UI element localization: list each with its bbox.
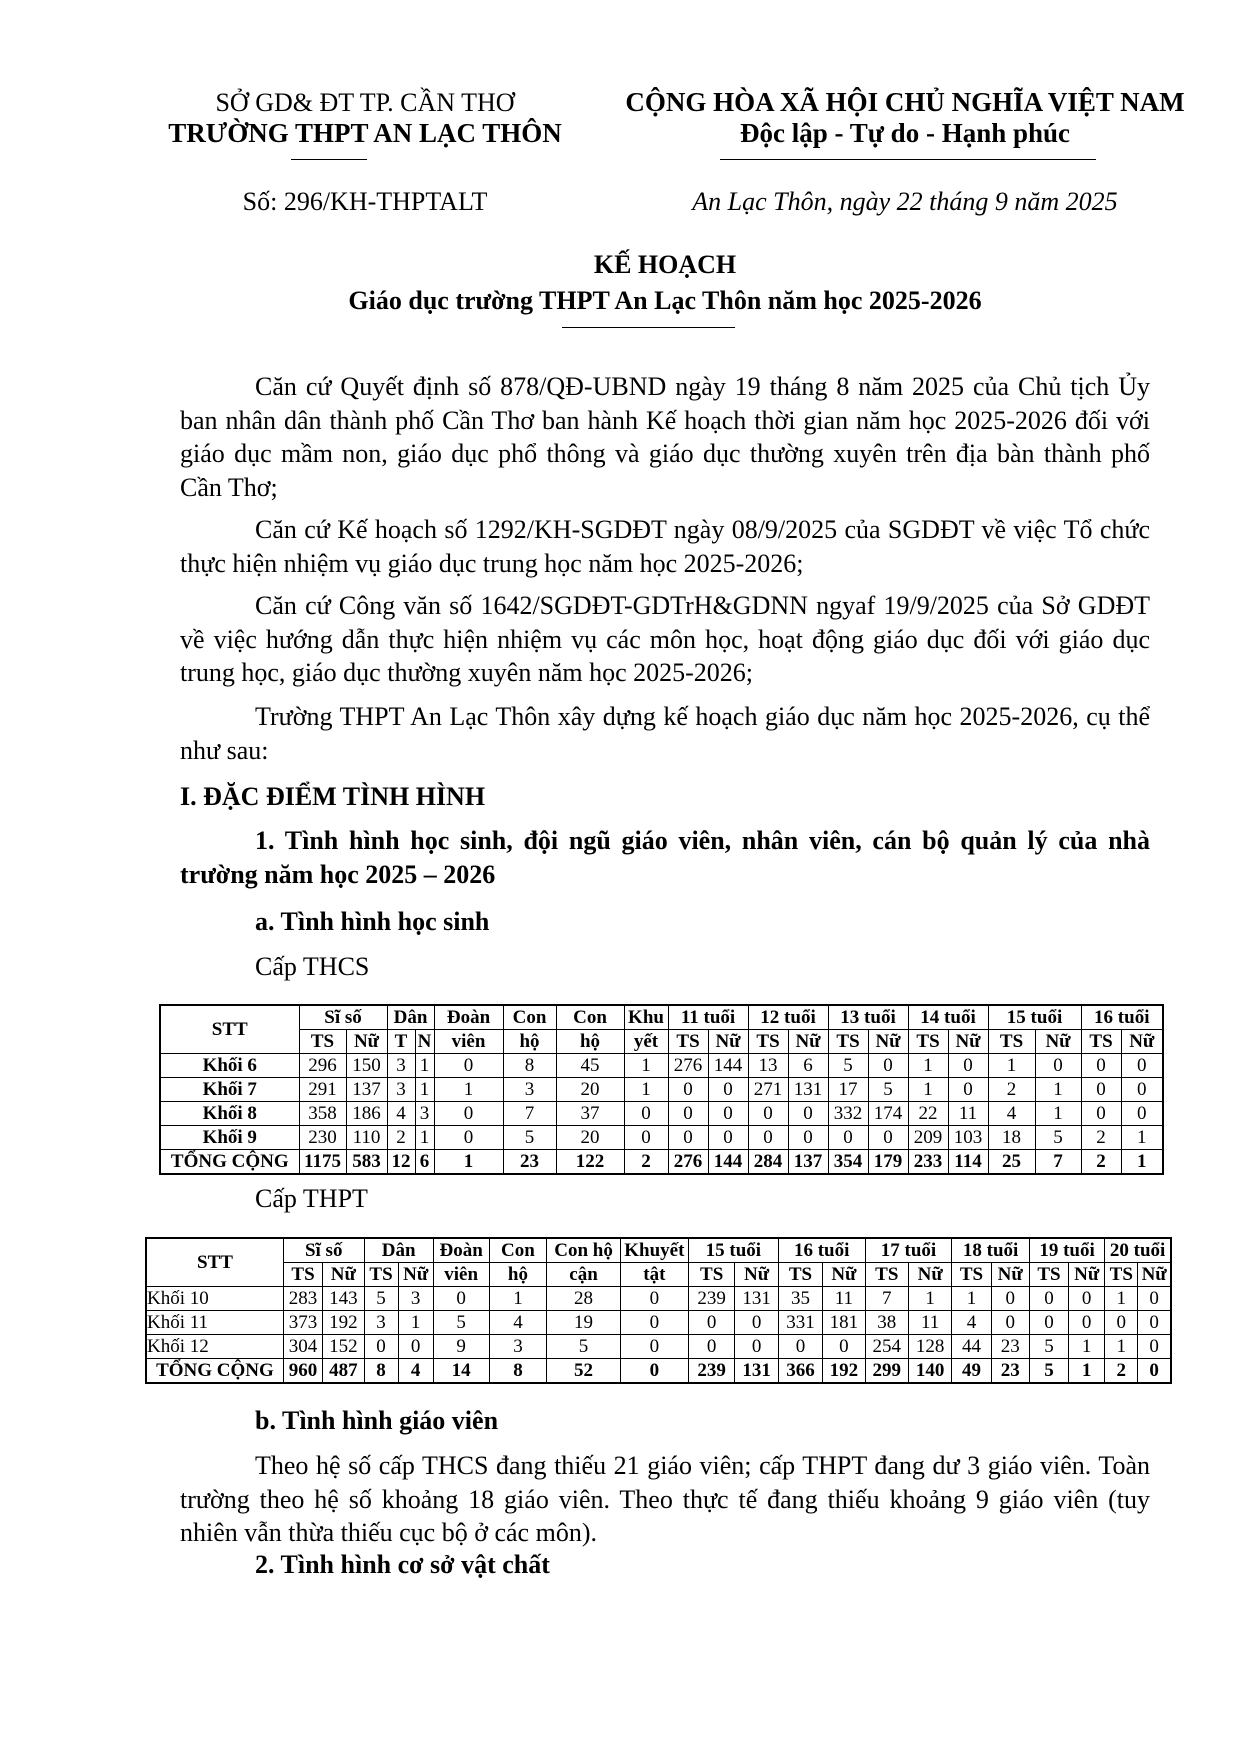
table-cell: 1 <box>1069 1335 1105 1359</box>
total-cell: 140 <box>908 1359 951 1384</box>
table-cell: 0 <box>624 1102 668 1126</box>
total-cell: 366 <box>778 1359 822 1384</box>
table-cell: 1 <box>434 1078 503 1102</box>
table-row <box>160 1126 1163 1150</box>
table-cell: 0 <box>668 1126 708 1150</box>
subcol-nu: Nữ <box>823 1263 865 1287</box>
table-cell: 5 <box>547 1335 620 1359</box>
table-cell: 0 <box>668 1078 708 1102</box>
table-cell: 7 <box>865 1287 908 1311</box>
table-cell: 181 <box>823 1311 865 1335</box>
table-cell: 0 <box>708 1102 748 1126</box>
table-cell: 103 <box>948 1126 988 1150</box>
total-cell: 1 <box>434 1150 503 1175</box>
table-cell: 28 <box>547 1287 620 1311</box>
subcol-ho: hộ <box>503 1030 556 1054</box>
total-cell: 8 <box>489 1359 547 1384</box>
table-cell: 5 <box>364 1287 398 1311</box>
col-age-14: 14 tuổi <box>908 1005 988 1030</box>
table-cell: 283 <box>283 1287 322 1311</box>
table-cell: 5 <box>433 1311 489 1335</box>
table-cell: 13 <box>748 1054 788 1078</box>
table-cell: 373 <box>283 1311 322 1335</box>
table-cell: 131 <box>735 1287 778 1311</box>
col-age-20: 20 tuổi <box>1105 1238 1171 1263</box>
school-name: TRƯỜNG THPT AN LẠC THÔN <box>168 118 562 148</box>
table-cell: 1 <box>988 1054 1035 1078</box>
motto-underline <box>720 159 1096 160</box>
table-cell: 1 <box>415 1126 434 1150</box>
paragraph-legal-basis-1: Căn cứ Quyết định số 878/QĐ-UBND ngày 19 tháng 8 năm 2025 của Chủ tịch Ủy ban nhân dân thành phố Cần Thơ ban hành Kế hoạch thời gian năm học 2025-2026 đối với giáo dục mầm non, giáo dục phổ thông và giáo dục thường xuyên trên địa bàn thành phố Cần Thơ; <box>180 372 1150 502</box>
subcol-ts: TS <box>1029 1263 1068 1287</box>
total-cell: 8 <box>364 1359 398 1384</box>
table-cell: 0 <box>688 1311 734 1335</box>
table-total-row <box>160 1150 1163 1175</box>
subcol-n: N <box>415 1030 434 1054</box>
table-cell: 11 <box>948 1102 988 1126</box>
subcol-ts: TS <box>865 1263 908 1287</box>
subcol-ts: TS <box>688 1263 734 1287</box>
total-cell: 284 <box>748 1150 788 1175</box>
table-cell: 45 <box>556 1054 624 1078</box>
document-number: Số: 296/KH-THPTALT <box>242 187 488 216</box>
table-cell: 0 <box>828 1126 868 1150</box>
total-cell: 487 <box>323 1359 364 1384</box>
table-cell: 11 <box>823 1287 865 1311</box>
col-khuyettat: Khuyết <box>620 1238 688 1263</box>
table-cell: 5 <box>1035 1126 1081 1150</box>
table-cell: 0 <box>620 1311 688 1335</box>
table-cell: 0 <box>708 1126 748 1150</box>
col-conho-2: Con <box>556 1005 624 1030</box>
table-cell: 0 <box>620 1335 688 1359</box>
col-age-17: 17 tuổi <box>865 1238 952 1263</box>
table-cell: 0 <box>398 1335 433 1359</box>
label-thpt: Cấp THPT <box>255 1184 368 1213</box>
table-cell: 0 <box>433 1287 489 1311</box>
table-cell: 0 <box>735 1311 778 1335</box>
table-total-row <box>146 1359 1171 1384</box>
table-cell: 11 <box>908 1311 951 1335</box>
table-cell: 0 <box>788 1102 828 1126</box>
table-cell: 5 <box>1029 1335 1068 1359</box>
table-cell: 38 <box>865 1311 908 1335</box>
table-cell: 2 <box>387 1126 415 1150</box>
table-cell: 0 <box>434 1054 503 1078</box>
table-cell: 5 <box>828 1054 868 1078</box>
total-cell: 52 <box>547 1359 620 1384</box>
table-header-row <box>160 1005 1163 1030</box>
subcol-nu: Nữ <box>1121 1030 1163 1054</box>
table-cell: 0 <box>1035 1054 1081 1078</box>
paragraph-teachers: Theo hệ số cấp THCS đang thiếu 21 giáo viên; cấp THPT đang dư 3 giáo viên. Toàn trường theo hệ số khoảng 18 giáo viên. Theo thực tế đang thiếu khoảng 9 giáo viên (tuy nhiên vẫn thừa thiếu cục bộ ở các môn). <box>180 1451 1150 1547</box>
label-thcs: Cấp THCS <box>255 952 370 981</box>
table-cell: 186 <box>346 1102 387 1126</box>
col-conho: Con <box>489 1238 547 1263</box>
col-doanvien: Đoàn <box>433 1238 489 1263</box>
total-cell: 12 <box>387 1150 415 1175</box>
subcol-ts: TS <box>364 1263 398 1287</box>
table-cell: 0 <box>1081 1102 1121 1126</box>
total-cell: 0 <box>620 1359 688 1384</box>
col-age-18: 18 tuổi <box>952 1238 1029 1263</box>
total-cell: 2 <box>1081 1150 1121 1175</box>
table-cell: 3 <box>415 1102 434 1126</box>
paragraph-legal-basis-2: Căn cứ Kế hoạch số 1292/KH-SGDĐT ngày 08/9/2025 của SGDĐT về việc Tổ chức thực hiện nhiệm vụ giáo dục trung học năm học 2025-2026; <box>180 515 1150 578</box>
total-cell: 5 <box>1029 1359 1068 1384</box>
subcol-vien: viên <box>434 1030 503 1054</box>
document-subtitle: Giáo dục trường THPT An Lạc Thôn năm học 2025-2026 <box>348 286 982 315</box>
table-cell: 4 <box>489 1311 547 1335</box>
total-cell: 1 <box>1069 1359 1105 1384</box>
table-cell: 4 <box>387 1102 415 1126</box>
table-cell: 296 <box>299 1054 346 1078</box>
table-cell: 137 <box>346 1078 387 1102</box>
table-cell: 3 <box>364 1311 398 1335</box>
col-doanvien: Đoàn <box>434 1005 503 1030</box>
table-cell: 3 <box>387 1078 415 1102</box>
table-cell: 192 <box>323 1311 364 1335</box>
subcol-ho: hộ <box>489 1263 547 1287</box>
table-cell: 331 <box>778 1311 822 1335</box>
table-header-row <box>146 1238 1171 1263</box>
table-cell: 0 <box>708 1078 748 1102</box>
col-age-11: 11 tuổi <box>668 1005 748 1030</box>
total-cell: 4 <box>398 1359 433 1384</box>
table-cell: 9 <box>433 1335 489 1359</box>
total-cell: 6 <box>415 1150 434 1175</box>
total-cell: 114 <box>948 1150 988 1175</box>
table-cell: 0 <box>948 1054 988 1078</box>
subcol-ts: TS <box>952 1263 991 1287</box>
table-cell: 0 <box>1138 1311 1171 1335</box>
table-cell: 271 <box>748 1078 788 1102</box>
table-cell: 0 <box>1069 1311 1105 1335</box>
table-cell: 276 <box>668 1054 708 1078</box>
subcol-nu: Nữ <box>1069 1263 1105 1287</box>
table-cell: 44 <box>952 1335 991 1359</box>
table-cell: 1 <box>1035 1078 1081 1102</box>
table-row <box>146 1311 1171 1335</box>
table-row <box>146 1287 1171 1311</box>
table-cell: 174 <box>868 1102 908 1126</box>
table-cell: 1 <box>624 1054 668 1078</box>
table-cell: 1 <box>908 1054 948 1078</box>
total-cell: 144 <box>708 1150 748 1175</box>
table-cell: 3 <box>387 1054 415 1078</box>
table-cell: 1 <box>415 1078 434 1102</box>
table-cell: 254 <box>865 1335 908 1359</box>
table-cell: 358 <box>299 1102 346 1126</box>
col-age-12: 12 tuổi <box>748 1005 828 1030</box>
total-cell: 239 <box>688 1359 734 1384</box>
table-cell: 0 <box>1138 1335 1171 1359</box>
table-cell: 143 <box>323 1287 364 1311</box>
place-date: An Lạc Thôn, ngày 22 tháng 9 năm 2025 <box>692 187 1118 216</box>
total-cell: 122 <box>556 1150 624 1175</box>
table-cell: 0 <box>1105 1311 1138 1335</box>
table-cell: 152 <box>323 1335 364 1359</box>
subcol-ts: TS <box>778 1263 822 1287</box>
table-cell: 332 <box>828 1102 868 1126</box>
table-cell: 5 <box>503 1126 556 1150</box>
table-cell: 17 <box>828 1078 868 1102</box>
total-cell: 179 <box>868 1150 908 1175</box>
subcol-nu: Nữ <box>708 1030 748 1054</box>
table-cell: 0 <box>1138 1287 1171 1311</box>
table-cell: 0 <box>1069 1287 1105 1311</box>
table-cell: 22 <box>908 1102 948 1126</box>
row-label: Khối 7 <box>160 1078 299 1102</box>
total-cell: 2 <box>1105 1359 1138 1384</box>
school-underline <box>291 159 367 160</box>
total-cell: 233 <box>908 1150 948 1175</box>
total-cell: 49 <box>952 1359 991 1384</box>
table-cell: 1 <box>1035 1102 1081 1126</box>
table-cell: 0 <box>868 1126 908 1150</box>
total-cell: 0 <box>1138 1359 1171 1384</box>
subcol-nu: Nữ <box>788 1030 828 1054</box>
subcol-nu: Nữ <box>991 1263 1029 1287</box>
subcol-nu: Nữ <box>735 1263 778 1287</box>
table-cell: 0 <box>1121 1078 1163 1102</box>
table-row <box>160 1102 1163 1126</box>
table-cell: 2 <box>988 1078 1035 1102</box>
table-cell: 239 <box>688 1287 734 1311</box>
table-subheader-row <box>146 1263 1171 1287</box>
col-siso: Sĩ số <box>299 1005 387 1030</box>
total-label: TỔNG CỘNG <box>146 1359 283 1384</box>
table-cell: 5 <box>868 1078 908 1102</box>
subcol-nu: Nữ <box>948 1030 988 1054</box>
table-row <box>146 1335 1171 1359</box>
col-stt: STT <box>160 1005 299 1054</box>
table-cell: 37 <box>556 1102 624 1126</box>
subcol-nu: Nữ <box>1035 1030 1081 1054</box>
table-row <box>160 1054 1163 1078</box>
table-cell: 35 <box>778 1287 822 1311</box>
subcol-tat: tật <box>620 1263 688 1287</box>
col-conho-can: Con hộ <box>547 1238 620 1263</box>
national-motto: Độc lập - Tự do - Hạnh phúc <box>739 118 1071 148</box>
total-cell: 960 <box>283 1359 322 1384</box>
table-cell: 1 <box>489 1287 547 1311</box>
subcol-can: cận <box>547 1263 620 1287</box>
table-cell: 0 <box>748 1126 788 1150</box>
subcol-nu: Nữ <box>908 1263 951 1287</box>
col-dantoc: Dân <box>387 1005 434 1030</box>
row-label: Khối 11 <box>146 1311 283 1335</box>
table-cell: 20 <box>556 1126 624 1150</box>
total-cell: 276 <box>668 1150 708 1175</box>
subcol-nu: Nữ <box>398 1263 433 1287</box>
subcol-ts: TS <box>748 1030 788 1054</box>
subcol-ts: TS <box>668 1030 708 1054</box>
table-cell: 3 <box>398 1287 433 1311</box>
table-cell: 0 <box>1121 1102 1163 1126</box>
table-cell: 0 <box>991 1287 1029 1311</box>
total-cell: 583 <box>346 1150 387 1175</box>
subcol-nu: Nữ <box>1138 1263 1171 1287</box>
table-row <box>160 1078 1163 1102</box>
total-cell: 14 <box>433 1359 489 1384</box>
table-cell: 1 <box>952 1287 991 1311</box>
subcol-ts: TS <box>1105 1263 1138 1287</box>
total-cell: 23 <box>503 1150 556 1175</box>
table-cell: 131 <box>788 1078 828 1102</box>
table-cell: 128 <box>908 1335 951 1359</box>
table-cell: 0 <box>620 1287 688 1311</box>
table-cell: 0 <box>1121 1054 1163 1078</box>
table-cell: 2 <box>1081 1126 1121 1150</box>
subcol-ts: TS <box>828 1030 868 1054</box>
table-cell: 0 <box>823 1335 865 1359</box>
col-age-15: 15 tuổi <box>988 1005 1081 1030</box>
subcol-ts: TS <box>988 1030 1035 1054</box>
subcol-nu: Nữ <box>346 1030 387 1054</box>
col-age-13: 13 tuổi <box>828 1005 908 1030</box>
total-cell: 354 <box>828 1150 868 1175</box>
table-cell: 0 <box>748 1102 788 1126</box>
total-cell: 1175 <box>299 1150 346 1175</box>
table-cell: 23 <box>991 1335 1029 1359</box>
table-cell: 20 <box>556 1078 624 1102</box>
table-cell: 3 <box>503 1078 556 1102</box>
col-age-15: 15 tuổi <box>688 1238 778 1263</box>
table-cell: 144 <box>708 1054 748 1078</box>
total-cell: 1 <box>1121 1150 1163 1175</box>
table-cell: 1 <box>1121 1126 1163 1150</box>
total-cell: 2 <box>624 1150 668 1175</box>
subsection-heading-a: a. Tình hình học sinh <box>255 907 490 936</box>
table-cell: 0 <box>991 1311 1029 1335</box>
col-dantoc: Dân <box>364 1238 433 1263</box>
subcol-ho-2: hộ <box>556 1030 624 1054</box>
table-cell: 0 <box>1029 1287 1068 1311</box>
table-cell: 0 <box>1081 1078 1121 1102</box>
table-cell: 18 <box>988 1126 1035 1150</box>
row-label: Khối 12 <box>146 1335 283 1359</box>
paragraph-intro: Trường THPT An Lạc Thôn xây dựng kế hoạch giáo dục năm học 2025-2026, cụ thể như sau: <box>180 702 1150 765</box>
table-cell: 0 <box>434 1126 503 1150</box>
total-cell: 25 <box>988 1150 1035 1175</box>
total-cell: 131 <box>735 1359 778 1384</box>
table-cell: 4 <box>988 1102 1035 1126</box>
section-heading-1: I. ĐẶC ĐIỂM TÌNH HÌNH <box>180 782 486 811</box>
total-label: TỔNG CỘNG <box>160 1150 299 1175</box>
table-cell: 291 <box>299 1078 346 1102</box>
table-cell: 7 <box>503 1102 556 1126</box>
table-cell: 1 <box>908 1287 951 1311</box>
row-label: Khối 6 <box>160 1054 299 1078</box>
col-age-16: 16 tuổi <box>778 1238 865 1263</box>
table-cell: 230 <box>299 1126 346 1150</box>
table-cell: 1 <box>415 1054 434 1078</box>
thcs-student-table <box>159 1004 1164 1175</box>
table-cell: 8 <box>503 1054 556 1078</box>
table-cell: 1 <box>624 1078 668 1102</box>
table-cell: 0 <box>1029 1311 1068 1335</box>
col-stt: STT <box>146 1238 283 1287</box>
table-cell: 1 <box>1105 1287 1138 1311</box>
table-cell: 304 <box>283 1335 322 1359</box>
row-label: Khối 8 <box>160 1102 299 1126</box>
table-cell: 1 <box>398 1311 433 1335</box>
table-cell: 0 <box>624 1126 668 1150</box>
table-cell: 0 <box>364 1335 398 1359</box>
subcol-vien: viên <box>433 1263 489 1287</box>
subcol-ts: TS <box>1081 1030 1121 1054</box>
table-cell: 6 <box>788 1054 828 1078</box>
total-cell: 23 <box>991 1359 1029 1384</box>
table-subheader-row <box>160 1030 1163 1054</box>
col-age-19: 19 tuổi <box>1029 1238 1104 1263</box>
row-label: Khối 10 <box>146 1287 283 1311</box>
document-title: KẾ HOẠCH <box>593 250 737 279</box>
table-cell: 0 <box>434 1102 503 1126</box>
subsection-heading-1: 1. Tình hình học sinh, đội ngũ giáo viên, nhân viên, cán bộ quản lý của nhà trường năm học 2025 – 2026 <box>180 826 1150 889</box>
thpt-student-table <box>145 1237 1172 1384</box>
total-cell: 137 <box>788 1150 828 1175</box>
nation-name: CỘNG HÒA XÃ HỘI CHỦ NGHĨA VIỆT NAM <box>625 87 1185 117</box>
table-cell: 110 <box>346 1126 387 1150</box>
table-cell: 209 <box>908 1126 948 1150</box>
subsection-heading-b: b. Tình hình giáo viên <box>255 1406 499 1435</box>
col-siso: Sĩ số <box>283 1238 364 1263</box>
row-label: Khối 9 <box>160 1126 299 1150</box>
table-cell: 150 <box>346 1054 387 1078</box>
total-cell: 192 <box>823 1359 865 1384</box>
subcol-t: T <box>387 1030 415 1054</box>
department-name: SỞ GD& ĐT TP. CẦN THƠ <box>215 88 515 117</box>
table-cell: 0 <box>868 1054 908 1078</box>
subcol-nu: Nữ <box>323 1263 364 1287</box>
subsection-heading-2: 2. Tình hình cơ sở vật chất <box>255 1550 550 1579</box>
total-cell: 299 <box>865 1359 908 1384</box>
table-cell: 0 <box>788 1126 828 1150</box>
table-cell: 0 <box>948 1078 988 1102</box>
subcol-nu: Nữ <box>868 1030 908 1054</box>
subcol-ts: TS <box>283 1263 322 1287</box>
table-cell: 0 <box>1081 1054 1121 1078</box>
col-khuyet: Khu <box>624 1005 668 1030</box>
col-age-16: 16 tuổi <box>1081 1005 1163 1030</box>
subcol-yet: yết <box>624 1030 668 1054</box>
table-cell: 19 <box>547 1311 620 1335</box>
subcol-ts: TS <box>299 1030 346 1054</box>
table-cell: 0 <box>778 1335 822 1359</box>
table-cell: 0 <box>668 1102 708 1126</box>
paragraph-legal-basis-3: Căn cứ Công văn số 1642/SGDĐT-GDTrH&GDNN ngyaf 19/9/2025 của Sở GDĐT về việc hướng dẫn thực hiện nhiệm vụ các môn học, hoạt động giáo dục đối với giáo dục trung học, giáo dục thường xuyên năm học 2025-2026; <box>180 591 1150 687</box>
total-cell: 7 <box>1035 1150 1081 1175</box>
table-cell: 1 <box>908 1078 948 1102</box>
table-cell: 3 <box>489 1335 547 1359</box>
subcol-ts: TS <box>908 1030 948 1054</box>
table-cell: 0 <box>688 1335 734 1359</box>
table-cell: 0 <box>735 1335 778 1359</box>
table-cell: 4 <box>952 1311 991 1335</box>
col-conho: Con <box>503 1005 556 1030</box>
table-cell: 1 <box>1105 1335 1138 1359</box>
title-underline <box>562 327 735 328</box>
